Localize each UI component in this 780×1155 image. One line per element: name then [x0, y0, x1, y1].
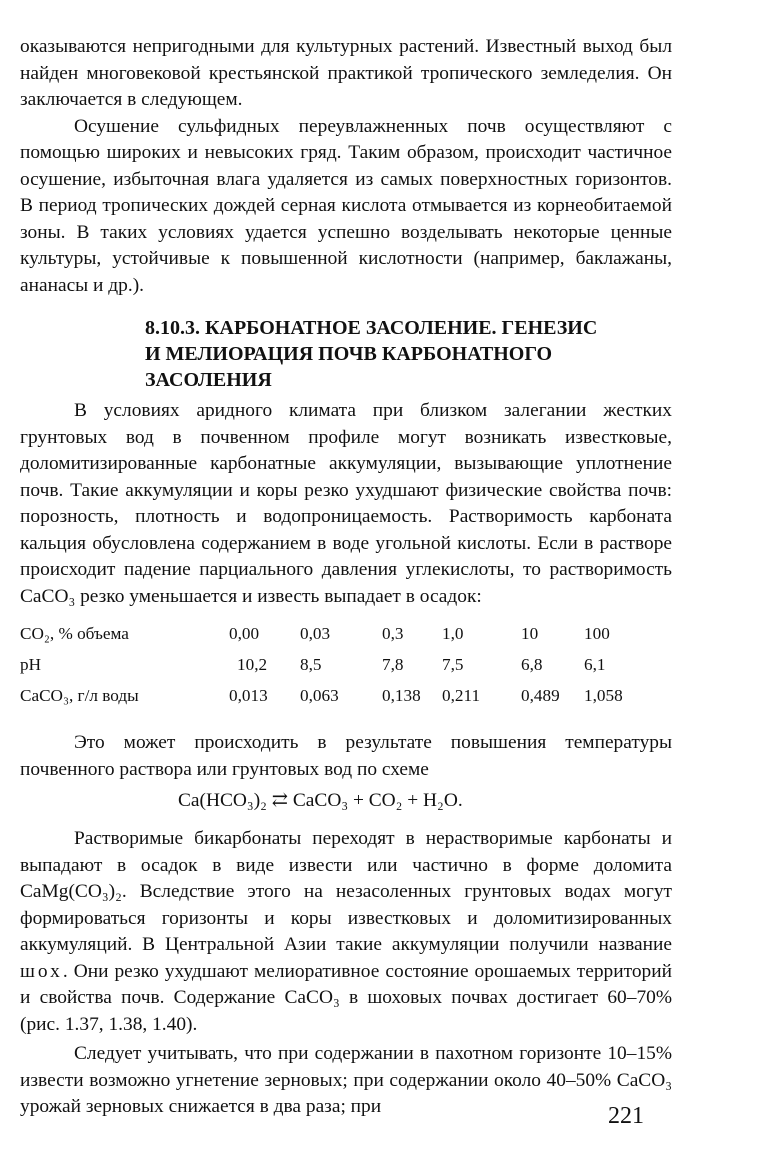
- row-label: CaCO₃, г/л воды: [20, 686, 139, 706]
- table-cell: 1,0: [442, 624, 464, 644]
- table-row: [20, 619, 644, 650]
- section-heading: [20, 315, 672, 393]
- paragraph-temperature: Это может происходить в результате повышения температуры почвенного раствора или грунтовых вод по схеме: [20, 732, 672, 780]
- table-cell: 8,5: [300, 655, 322, 675]
- solubility-table: [20, 619, 644, 712]
- paragraph-carbonate-intro: В условиях аридного климата при близком залегании жестких грунтовых вод в почвенном профиле могут возникать известковые, доломитизированные карбонатные аккумуляции, вызывающие уплотнение почв. Такие аккумуляции и коры резко ухудшают физические свойства почв: порозность, плотность и водопроницаемость. Растворимость карбоната кальция обусловлена содержанием в воде угольной кислоты. Если в растворе происходит падение парциального давления углекислоты, то растворимость CaCO₃ резко уменьшается и известь выпадает в осадок:: [20, 400, 672, 607]
- table-cell: 0,063: [300, 686, 339, 706]
- page-text: [20, 34, 672, 299]
- paragraph-drainage: Осушение сульфидных переувлажненных почв осуществляют с помощью широких и невысоких гряд. Таким образом, происходит частичное осушение, избыточная влага удаляется из самых поверхностных горизонтов. В период тропических дождей серная кислота отмывается из корнеобитаемой зоны. В таких условиях удается успешно возделывать некоторые ценные культуры, устойчивые к повышенной кислотности (например, баклажаны, ананасы и др.).: [20, 115, 672, 296]
- table-cell: 10: [521, 624, 539, 644]
- paragraph-bicarbonates: [20, 826, 672, 1038]
- table-cell: 0,013: [229, 686, 268, 706]
- table-cell: 0,03: [300, 624, 331, 644]
- table-cell: 100: [584, 624, 610, 644]
- paragraph-text: Растворимые бикарбонаты переходят в нерастворимые карбонаты и выпадают в осадок в виде извести или частично в форме доломита CaMg(CO₃)₂. Вследствие этого на незасоленных грунтовых водах могут формироваться горизонты и коры известковых и доломитизированных аккумуляций. В Центральной Азии такие аккумуляции получили название: [20, 828, 672, 955]
- table-cell: 0,211: [442, 686, 481, 706]
- section-body-3: [20, 826, 672, 1121]
- table-cell: 0,489: [521, 686, 560, 706]
- solubility-table-wrap: [20, 619, 672, 712]
- table-cell: 7,5: [442, 655, 464, 675]
- table-cell: 0,00: [229, 624, 260, 644]
- table-cell: 7,8: [382, 655, 404, 675]
- equation-block: [20, 788, 672, 815]
- section-title: [20, 315, 672, 393]
- term-shokh: шох: [20, 960, 63, 982]
- table-cell: 10,2: [237, 655, 268, 675]
- paragraph-lime-effect: Следует учитывать, что при содержании в пахотном горизонте 10–15% извести возможно угнетение зерновых; при содержании около 40–50% CaCO₃ урожай зерновых снижается в два раза; при: [20, 1043, 672, 1117]
- section-body: [20, 398, 672, 610]
- row-label: pH: [20, 655, 42, 675]
- table-cell: 6,1: [584, 655, 606, 675]
- section-title-line-2: И МЕЛИОРАЦИЯ ПОЧВ КАРБОНАТНОГО: [145, 343, 553, 365]
- table-cell: 1,058: [584, 686, 623, 706]
- table-row: [20, 681, 644, 712]
- paragraph-continuation: оказываются непригодными для культурных растений. Известный выход был найден многовековой крестьянской практикой тропического земледелия. Он заключается в следующем.: [20, 36, 672, 110]
- row-label: CO₂, % объема: [20, 624, 129, 644]
- section-title-line-3: ЗАСОЛЕНИЯ: [145, 369, 272, 391]
- table-cell: 0,3: [382, 624, 404, 644]
- section-title-line-1: 8.10.3. КАРБОНАТНОЕ ЗАСОЛЕНИЕ. ГЕНЕЗИС: [145, 317, 598, 339]
- paragraph-text: . Они резко ухудшают мелиоративное состояние орошаемых территорий и свойства почв. Содержание CaCO₃ в шоховых почвах достигает 60–70% (рис. 1.37, 1.38, 1.40).: [20, 960, 672, 1035]
- section-body-2: [20, 730, 672, 783]
- page-number: 221: [608, 1103, 644, 1129]
- table-cell: 0,138: [382, 686, 421, 706]
- chemical-equation: Ca(HCO₃)₂ ⇄ CaCO₃ + CO₂ + H₂O.: [178, 790, 463, 811]
- table-cell: 6,8: [521, 655, 543, 675]
- table-row: [20, 650, 644, 681]
